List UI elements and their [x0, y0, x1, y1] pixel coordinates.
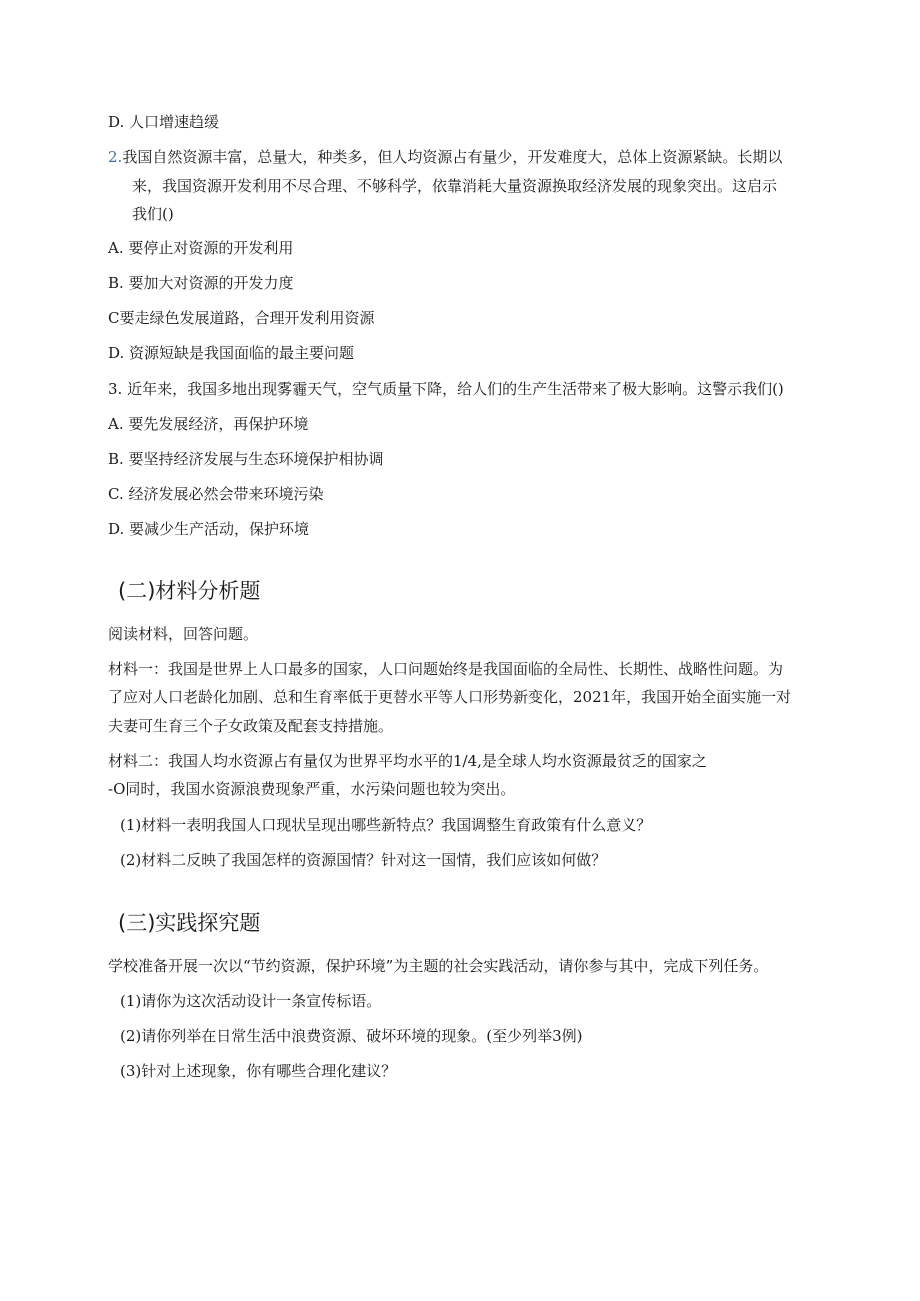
section3-task1: (1)请你为这次活动设计一条宣传标语。 [120, 992, 382, 1010]
q2-option-b: B. 要加大对资源的开发力度 [108, 274, 294, 292]
material2-line1: 材料二：我国人均水资源占有量仅为世界平均水平的1/4,是全球人均水资源最贫乏的国家之 [108, 752, 707, 770]
material1-line3: 夫妻可生育三个子女政策及配套支持措施。 [108, 717, 394, 735]
section3-title: (三)实践探究题 [118, 911, 261, 935]
section2-question2: (2)材料二反映了我国怎样的资源国情？针对这一国情，我们应该如何做？ [120, 851, 607, 869]
q2-option-d: D. 资源短缺是我国面临的最主要问题 [108, 344, 355, 362]
q2-stem-line3: 我们() [132, 205, 174, 223]
q2-number: 2. [108, 148, 123, 166]
section3-task3: (3)针对上述现象，你有哪些合理化建议？ [120, 1062, 397, 1080]
section2-question1: (1)材料一表明我国人口现状呈现出哪些新特点？我国调整生育政策有什么意义？ [120, 816, 652, 834]
q2-stem-line2: 来，我国资源开发利用不尽合理、不够科学，依靠消耗大量资源换取经济发展的现象突出。这启示 [132, 177, 778, 195]
material1-line2: 了应对人口老龄化加剧、总和生育率低于更替水平等人口形势新变化，2021年，我国开始全面实施一对 [108, 688, 792, 706]
q3-option-a: A. 要先发展经济，再保护环境 [108, 415, 309, 433]
q3-option-d: D. 要减少生产活动，保护环境 [108, 520, 310, 538]
material2-line2: -O同时，我国水资源浪费现象严重，水污染问题也较为突出。 [108, 780, 516, 798]
q3-option-c: C. 经济发展必然会带来环境污染 [108, 485, 324, 503]
q2-option-c: C要走绿色发展道路，合理开发利用资源 [108, 309, 375, 327]
section2-intro: 阅读材料，回答问题。 [108, 625, 259, 643]
section3-task2: (2)请你列举在日常生活中浪费资源、破坏环境的现象。(至少列举3例) [120, 1027, 583, 1045]
q3-stem: 3. 近年来，我国多地出现雾霾天气，空气质量下降，给人们的生产生活带来了极大影响。这警示我们() [108, 380, 784, 398]
q1-option-d: D. 人口增速趋缓 [108, 113, 220, 131]
q2-stem-text1: 我国自然资源丰富，总量大，种类多，但人均资源占有量少，开发难度大，总体上资源紧缺。长期以 [122, 148, 783, 166]
section3-intro: 学校准备开展一次以“节约资源，保护环境”为主题的社会实践活动，请你参与其中，完成下列任务。 [108, 957, 769, 975]
q3-option-b: B. 要坚持经济发展与生态环境保护相协调 [108, 450, 384, 468]
material1-line1: 材料一：我国是世界上人口最多的国家，人口问题始终是我国面临的全局性、长期性、战略性问题。为 [108, 660, 784, 678]
q2-stem-line1 [108, 147, 782, 167]
q2-option-a: A. 要停止对资源的开发利用 [108, 239, 294, 257]
section2-title: (二)材料分析题 [118, 579, 261, 603]
